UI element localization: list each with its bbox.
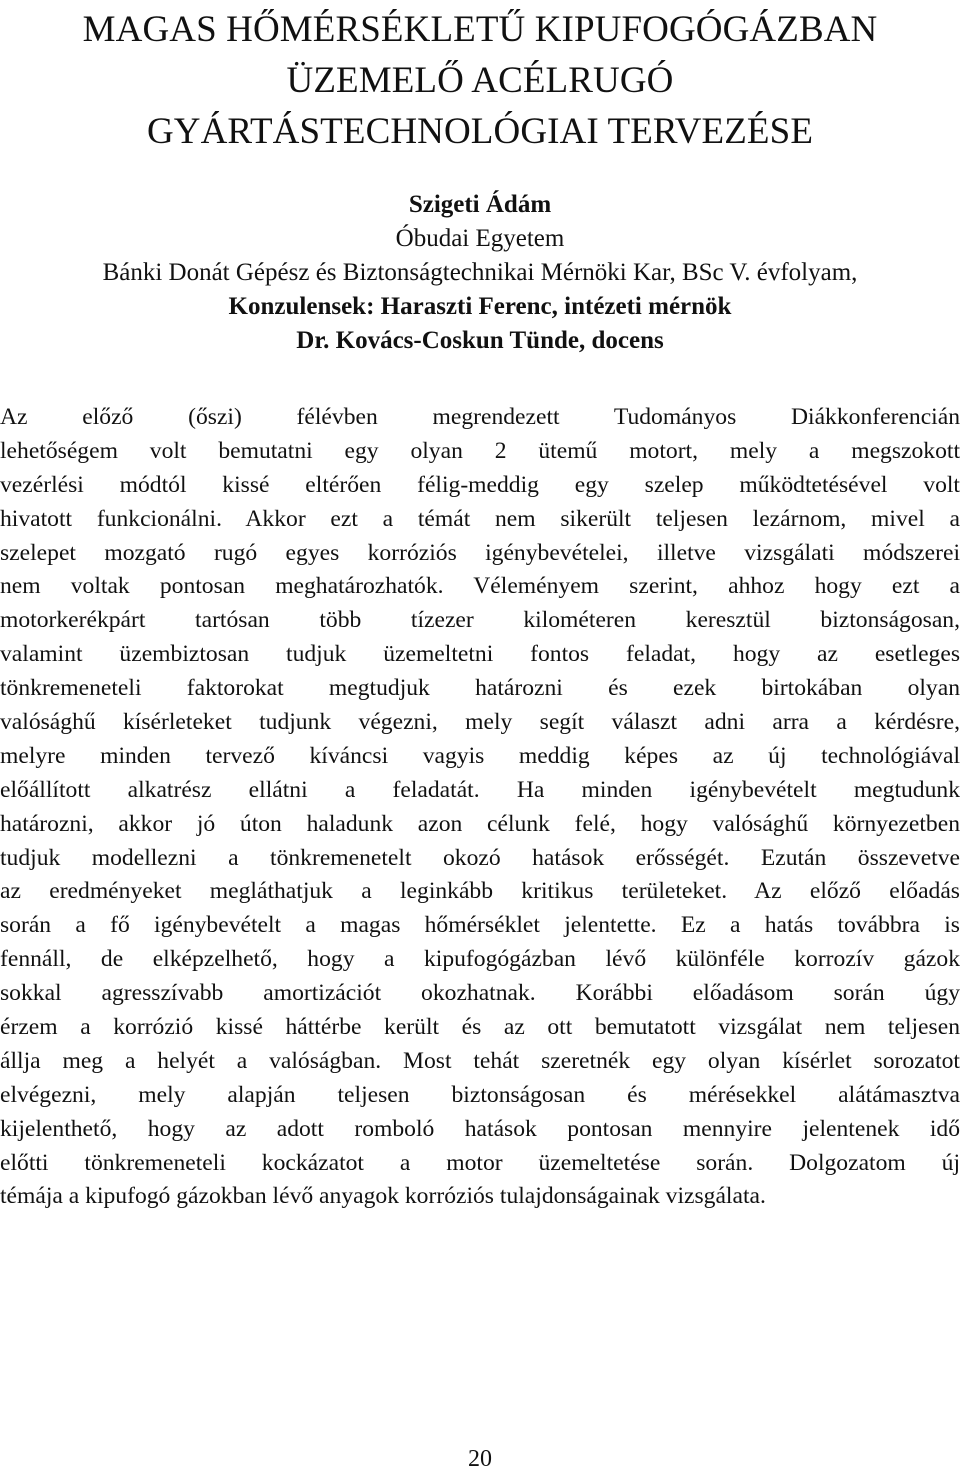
abstract-paragraph [0,401,960,1214]
abstract-line: kijelenthető, hogy az adott romboló hatások pontosan mennyire jelentenek idő [0,1115,960,1142]
abstract-line: sokkal agresszívabb amortizációt okozhatnak. Korábbi előadásom során úgy [0,980,960,1007]
abstract-line: nem voltak pontosan meghatározhatók. Véleményem szerint, ahhoz hogy ezt a [0,573,960,600]
abstract-line: valamint üzembiztosan tudjuk üzemeltetni fontos feladat, hogy az esetleges [0,641,960,668]
advisor-line: Konzulensek: Haraszti Ferenc, intézeti mérnök [228,293,732,320]
abstract-line: témája a kipufogó gázokban lévő anyagok korróziós tulajdonságainak vizsgálata. [0,1183,766,1210]
abstract-line: Az előző (őszi) félévben megrendezett Tudományos Diákkonferencián [0,404,960,430]
abstract-line: hivatott funkcionálni. Akkor ezt a témát nem sikerült teljesen lezárnom, mivel a [0,505,960,532]
abstract-line: szelepet mozgató rugó egyes korróziós igénybevételei, illetve vizsgálati módszerei [0,539,960,566]
abstract-line: lehetőségem volt bemutatni egy olyan 2 ütemű motort, mely a megszokott [0,437,960,464]
abstract-line: előállított alkatrész ellátni a feladatát. Ha minden igénybevételt megtudunk [0,776,960,803]
advisor-line: Dr. Kovács-Coskun Tünde, docens [296,327,664,354]
page-number: 20 [468,1446,492,1472]
author-faculty: Bánki Donát Gépész és Biztonságtechnikai Mérnöki Kar, BSc V. évfolyam, [102,259,858,286]
abstract-line: tudjuk modellezni a tönkremenetelt okozó hatások erősségét. Ezután összevetve [0,844,960,871]
abstract-line: elvégezni, mely alapján teljesen biztonságosan és mérésekkel alátámasztva [0,1081,960,1108]
abstract-line: állja meg a helyét a valóságban. Most tehát szeretnék egy olyan kísérlet sorozatot [0,1047,960,1074]
abstract-line: során a fő igénybevételt a magas hőmérséklet jelentette. Ez a hatás továbbra is [0,912,960,939]
author-name: Szigeti Ádám [408,191,552,218]
abstract-line: vezérlési módtól kissé eltérően félig-meddig egy szelep működtetésével volt [0,471,960,498]
abstract-line: tönkremeneteli faktorokat megtudjuk határozni és ezek birtokában olyan [0,675,960,702]
paper-title [0,4,960,157]
abstract-line: az eredményeket megláthatjuk a leginkább kritikus területeket. Az előző előadás [0,878,960,905]
abstract-line: motorkerékpárt tartósan több tízezer kilométeren keresztül biztonságosan, [0,607,960,634]
title-line: GYÁRTÁSTECHNOLÓGIAI TERVEZÉSE [146,111,814,152]
abstract-line: határozni, akkor jó úton haladunk azon célunk felé, hogy valósághű környezetben [0,810,960,837]
abstract-line: valósághű kísérleteket tudjunk végezni, mely segít választ adni arra a kérdésre, [0,709,960,736]
abstract-line: fennáll, de elképzelhető, hogy a kipufogógázban lévő különféle korrozív gázok [0,946,960,973]
title-line: MAGAS HŐMÉRSÉKLETŰ KIPUFOGÓGÁZBAN [82,9,878,50]
abstract-line: melyre minden tervező kíváncsi vagyis meddig képes az új technológiával [0,742,960,769]
author-block [0,188,960,358]
author-university: Óbudai Egyetem [395,225,565,252]
abstract-line: előtti tönkremeneteli kockázatot a motor üzemeltetése során. Dolgozatom új [0,1149,960,1176]
title-line: ÜZEMELŐ ACÉLRUGÓ [286,60,674,101]
abstract-line: érzem a korrózió kissé háttérbe került és az ott bemutatott vizsgálat nem teljesen [0,1014,960,1041]
